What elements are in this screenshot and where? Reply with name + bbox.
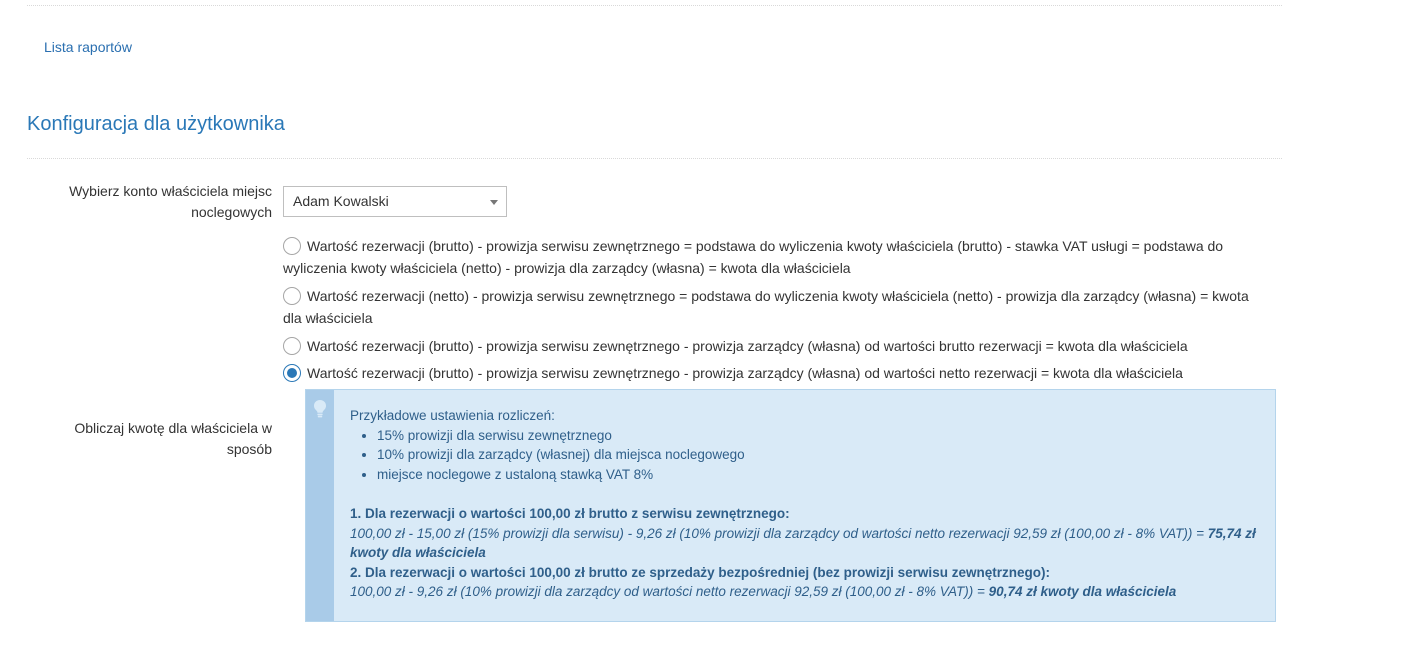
info-bullet: • miejsce noclegowe z ustaloną stawką VAT 8% bbox=[377, 465, 1260, 485]
calc-option-1-label: Wartość rezerwacji (brutto) - prowizja serwisu zewnętrznego = podstawa do wyliczenia kwoty właściciela (brutto) - stawka VAT usługi = podstawa do wyliczenia kwoty właściciela (netto) - prowizja dla zarządcy (własna) = kwota dla właściciela bbox=[283, 238, 1224, 276]
report-list-link[interactable]: Lista raportów bbox=[44, 39, 132, 55]
example-2-result: 90,74 zł kwoty dla właściciela bbox=[988, 584, 1177, 599]
calc-option-3[interactable] bbox=[283, 335, 1268, 357]
calc-method-label: Obliczaj kwotę dla właściciela w sposób bbox=[74, 420, 272, 457]
owner-account-label: Wybierz konto właściciela miejsc noclegowych bbox=[69, 183, 272, 220]
example-1-heading: 1. Dla rezerwacji o wartości 100,00 zł brutto z serwisu zewnętrznego: bbox=[350, 506, 790, 521]
calc-option-1[interactable] bbox=[283, 235, 1268, 279]
settlement-example-info-box bbox=[305, 389, 1276, 622]
info-bullet: • 15% prowizji dla serwisu zewnętrznego bbox=[377, 426, 1260, 446]
info-box-content bbox=[350, 406, 1260, 602]
info-bullet-list bbox=[350, 426, 1260, 485]
calc-option-3-label: Wartość rezerwacji (brutto) - prowizja serwisu zewnętrznego - prowizja zarządcy (własna) od wartości brutto rezerwacji = kwota dla właściciela bbox=[307, 338, 1188, 354]
calc-option-2[interactable] bbox=[283, 285, 1268, 329]
calc-option-2-label: Wartość rezerwacji (netto) - prowizja serwisu zewnętrznego = podstawa do wyliczenia kwoty właściciela (netto) - prowizja dla zarządcy (własna) = kwota dla właściciela bbox=[283, 288, 1249, 326]
calc-option-2-radio[interactable] bbox=[283, 287, 301, 305]
info-intro: Przykładowe ustawienia rozliczeń: bbox=[350, 408, 555, 423]
info-box-stripe bbox=[306, 390, 334, 621]
calc-option-4-label: Wartość rezerwacji (brutto) - prowizja serwisu zewnętrznego - prowizja zarządcy (własna) od wartości netto rezerwacji = kwota dla właściciela bbox=[307, 365, 1183, 381]
example-2-heading: 2. Dla rezerwacji o wartości 100,00 zł brutto ze sprzedaży bezpośredniej (bez prowizji serwisu zewnętrznego): bbox=[350, 564, 1050, 580]
section-divider bbox=[27, 158, 1282, 159]
example-2-formula: 100,00 zł - 9,26 zł (10% prowizji dla zarządcy od wartości netto rezerwacji 92,59 zł (100,00 zł - 8% VAT)) = bbox=[350, 584, 989, 599]
top-divider bbox=[27, 5, 1282, 6]
calc-option-1-radio[interactable] bbox=[283, 237, 301, 255]
example-1-calculation bbox=[350, 524, 1260, 563]
owner-account-select[interactable] bbox=[283, 186, 507, 217]
example-1-result: 75,74 zł kwoty dla właściciela bbox=[350, 525, 1256, 560]
example-2-calculation bbox=[350, 582, 1260, 602]
calc-option-4[interactable] bbox=[283, 362, 1268, 384]
calc-option-3-radio[interactable] bbox=[283, 337, 301, 355]
example-1-formula: 100,00 zł - 15,00 zł (15% prowizji dla serwisu) - 9,26 zł (10% prowizji dla zarządcy od wartości netto rezerwacji 92,59 zł (100,00 zł - 8% VAT)) = bbox=[350, 525, 1208, 541]
lightbulb-icon bbox=[312, 399, 328, 419]
chevron-down-icon bbox=[490, 200, 498, 205]
owner-account-selected-value: Adam Kowalski bbox=[293, 193, 389, 209]
section-title: Konfiguracja dla użytkownika bbox=[27, 113, 285, 135]
info-bullet: • 10% prowizji dla zarządcy (własnej) dla miejsca noclegowego bbox=[377, 445, 1260, 465]
calc-option-4-radio[interactable] bbox=[283, 364, 301, 382]
